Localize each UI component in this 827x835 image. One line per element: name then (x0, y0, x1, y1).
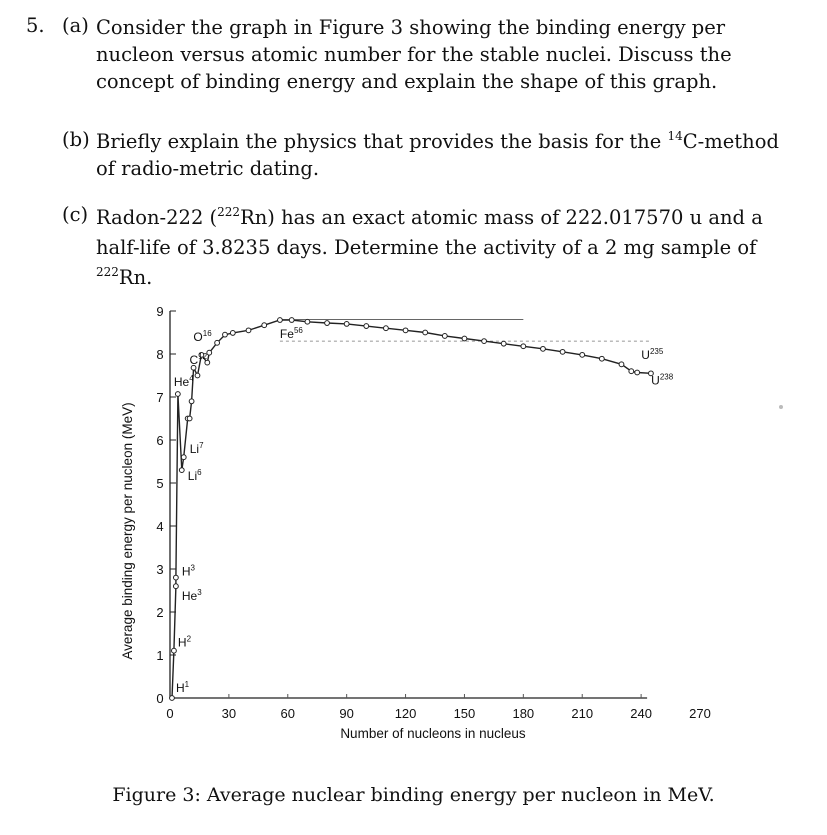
data-point (580, 352, 585, 357)
data-point (482, 339, 487, 344)
annotation-symbol: Fe (279, 327, 294, 342)
chart-ticks (156, 304, 710, 721)
part-b-label: (b) (62, 128, 90, 151)
x-tick-label: 210 (571, 706, 594, 721)
part-c-sup-1: 222 (217, 205, 241, 219)
data-point (246, 328, 251, 333)
annotation-he3 (182, 588, 202, 603)
data-point (170, 696, 175, 701)
chart-annotations (174, 326, 674, 695)
y-tick-label: 6 (156, 433, 164, 448)
annotation-o16 (193, 329, 212, 344)
x-tick-label: 180 (512, 706, 535, 721)
annotation-symbol: Li (187, 469, 198, 484)
data-point (423, 330, 428, 335)
annotation-symbol: C (189, 352, 199, 367)
data-point (442, 334, 447, 339)
data-point (181, 455, 186, 460)
chart-curve (170, 318, 654, 701)
figure-caption: Figure 3: Average nuclear binding energy per nucleon in MeV. (112, 784, 715, 806)
data-point (521, 344, 526, 349)
annotation-mass-number: 3 (197, 588, 202, 598)
data-point (629, 369, 634, 374)
part-c-text (96, 203, 796, 293)
annotation-h1 (176, 680, 190, 695)
data-point (599, 356, 604, 361)
question-number: 5. (26, 14, 45, 37)
annotation-mass-number: 56 (293, 326, 303, 336)
annotation-h2 (178, 635, 192, 650)
part-a-text: Consider the graph in Figure 3 showing the binding energy per nucleon versus atomic number for the stable nuclei. Discuss the concept of binding energy and explain the shape of this graph. (96, 16, 732, 93)
part-a-label: (a) (62, 14, 89, 37)
annotation-mass-number: 235 (649, 347, 664, 357)
part-b-sup: 14 (667, 129, 683, 143)
x-tick-label: 60 (280, 706, 296, 721)
annotation-mass-number: 16 (202, 328, 212, 338)
y-tick-label: 7 (156, 390, 164, 405)
x-tick-label: 30 (221, 706, 237, 721)
annotation-mass-number: 3 (190, 563, 196, 573)
data-point (344, 322, 349, 327)
data-point (173, 575, 178, 580)
x-axis-label: Number of nucleons in nucleus (340, 726, 526, 741)
data-point (462, 336, 467, 341)
x-tick-label: 0 (166, 706, 174, 721)
data-point (325, 321, 330, 326)
annotation-symbol: He (181, 589, 198, 604)
annotation-mass-number: 7 (199, 441, 204, 451)
y-tick-label: 0 (156, 691, 164, 706)
annotation-mass-number: 12 (198, 351, 208, 361)
chart-axes (170, 311, 651, 698)
data-point (195, 373, 200, 378)
decorative-dot (779, 405, 783, 409)
annotation-mass-number: 4 (189, 373, 194, 383)
y-tick-label: 1 (156, 648, 164, 663)
binding-energy-chart (110, 295, 730, 755)
x-tick-label: 270 (689, 706, 711, 721)
data-point (384, 326, 389, 331)
data-point (289, 318, 294, 323)
y-axis-label: Average binding energy per nucleon (MeV) (120, 402, 135, 660)
annotation-mass-number: 2 (186, 634, 192, 644)
part-b (62, 128, 802, 183)
data-point (364, 324, 369, 329)
part-c-sup-2: 222 (96, 265, 119, 279)
data-point (205, 360, 210, 365)
data-point (635, 370, 640, 375)
data-point (278, 318, 283, 323)
data-point (403, 328, 408, 333)
annotation-he4 (174, 374, 194, 389)
data-point (560, 349, 565, 354)
data-point (179, 468, 184, 473)
data-point (187, 416, 192, 421)
part-b-text (96, 128, 796, 182)
x-tick-label: 150 (453, 706, 476, 721)
annotation-li7 (190, 441, 204, 456)
part-c-text-3: Rn. (118, 266, 153, 289)
annotation-mass-number: 238 (659, 372, 674, 382)
part-b-text-before: Briefly explain the physics that provides the basis for the (96, 130, 668, 153)
y-tick-label: 8 (156, 347, 164, 362)
part-c-text-1: Radon-222 ( (96, 206, 218, 229)
annotation-u238 (651, 372, 674, 387)
annotation-li6 (188, 468, 202, 483)
data-point (173, 584, 178, 589)
annotation-symbol: U (651, 373, 660, 388)
part-b-text-after: C-method of radio-metric dating. (96, 130, 779, 180)
part-c (62, 203, 802, 289)
data-point (207, 350, 212, 355)
data-point (189, 399, 194, 404)
annotation-symbol: Li (189, 442, 200, 457)
data-point (619, 362, 624, 367)
part-c-label: (c) (62, 203, 89, 226)
data-point (215, 340, 220, 345)
y-tick-label: 5 (156, 476, 164, 491)
annotation-symbol: H (177, 635, 187, 650)
annotation-symbol: O (193, 329, 203, 344)
data-point (501, 341, 506, 346)
data-point (230, 331, 235, 336)
data-point (541, 346, 546, 351)
annotation-symbol: He (173, 374, 190, 389)
annotation-mass-number: 6 (197, 468, 202, 478)
data-point (172, 648, 177, 653)
data-point (223, 332, 228, 337)
annotation-h3 (182, 564, 196, 579)
y-tick-label: 9 (156, 304, 164, 319)
data-point (262, 323, 267, 328)
annotation-symbol: U (641, 348, 650, 363)
binding-energy-line (172, 320, 651, 698)
y-tick-label: 4 (156, 519, 164, 534)
y-tick-label: 2 (156, 605, 164, 620)
data-point (305, 319, 310, 324)
annotation-fe56 (280, 326, 303, 341)
annotation-mass-number: 1 (184, 680, 190, 689)
x-tick-label: 90 (339, 706, 354, 721)
x-tick-label: 120 (394, 706, 417, 721)
part-c-text-2: Rn) has an exact atomic mass of 222.017570 u and a half-life of 3.8235 days. Determine the activity of a 2 mg sample of (96, 206, 763, 259)
annotation-c12 (190, 352, 208, 367)
part-a (62, 14, 802, 94)
annotation-u235 (641, 347, 664, 362)
data-point (175, 392, 180, 397)
annotation-symbol: H (175, 681, 185, 695)
y-tick-label: 3 (156, 562, 164, 577)
x-tick-label: 240 (630, 706, 652, 721)
annotation-symbol: H (181, 564, 191, 579)
